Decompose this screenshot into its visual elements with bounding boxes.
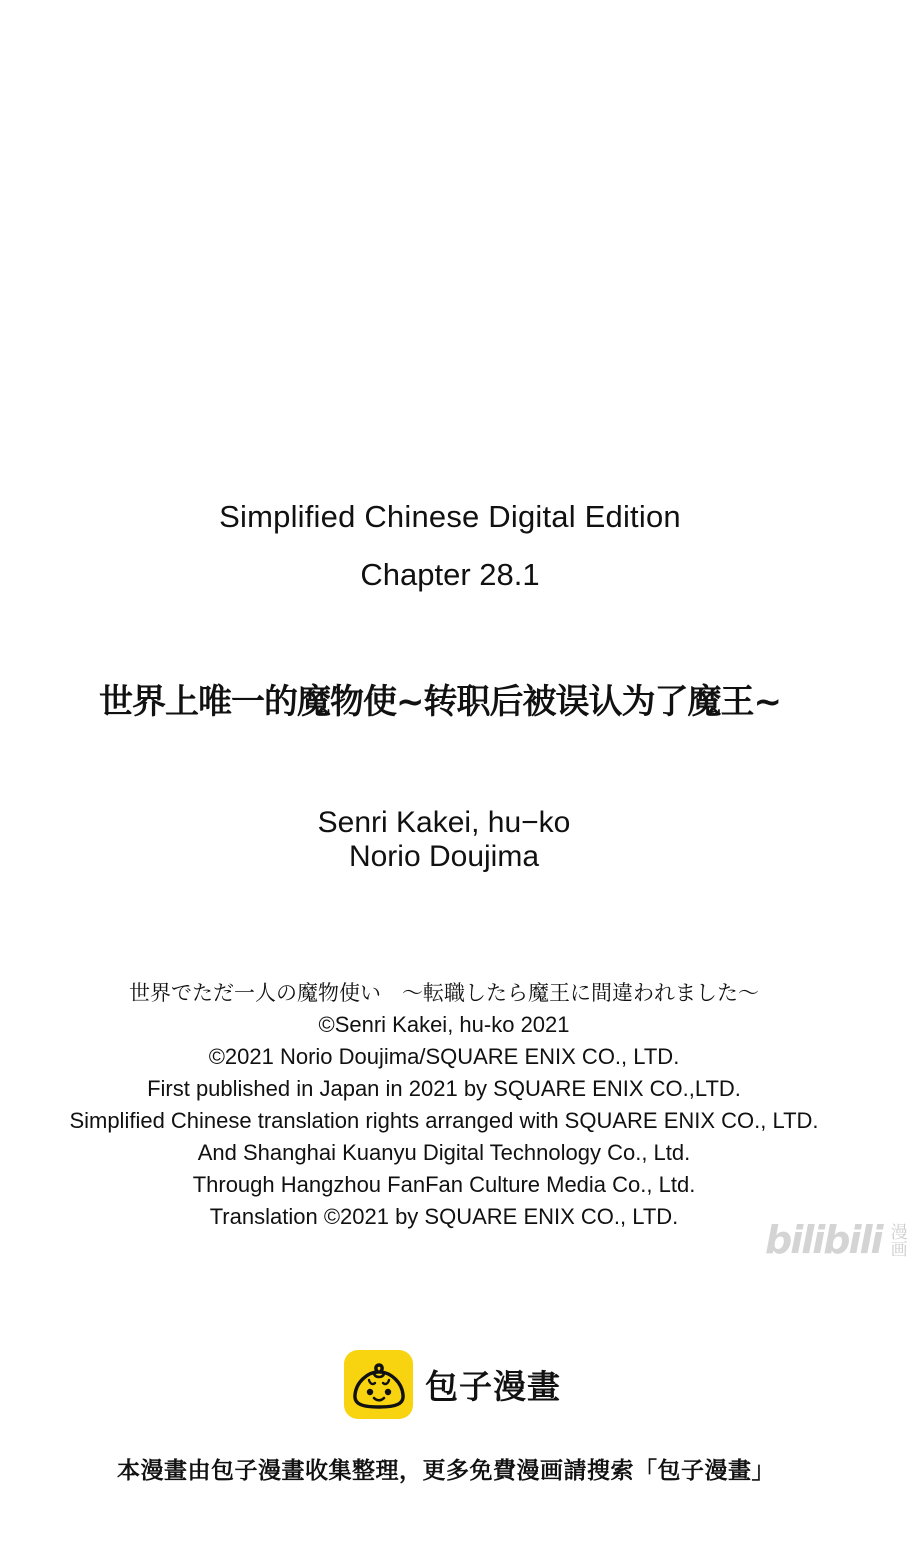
brand-block[interactable]: [344, 1350, 561, 1419]
watermark-subtext: 漫画: [886, 1223, 907, 1257]
credit-line: ©Senri Kakei, hu-ko 2021: [318, 1012, 570, 1037]
chinese-title: 世界上唯一的魔物使~转职后被误认为了魔王~: [99, 682, 781, 722]
copyright-credits: [0, 977, 894, 1233]
bilibili-watermark: [765, 1218, 906, 1262]
watermark-text: bilibili: [765, 1218, 882, 1262]
author-line-2: Norio Doujima: [348, 840, 540, 873]
credit-line: Through Hangzhou FanFan Culture Media Co., Ltd.: [192, 1172, 696, 1197]
authors: [0, 806, 894, 874]
chapter-number: Chapter 28.1: [360, 557, 540, 592]
brand-name: 包子漫畫: [425, 1367, 561, 1406]
credit-line-original-title: 世界でただ一人の魔物使い ～転職したら魔王に間違われました～: [129, 981, 759, 1005]
edition-label: Simplified Chinese Digital Edition: [219, 499, 681, 534]
bun-mascot-icon: [344, 1350, 413, 1419]
footer-note: 本漫畫由包子漫畫收集整理，更多免費漫画請搜索「包子漫畫」: [117, 1458, 775, 1484]
credit-line: ©2021 Norio Doujima/SQUARE ENIX CO., LTD.: [208, 1044, 680, 1069]
credit-line: First published in Japan in 2021 by SQUARE ENIX CO.,LTD.: [147, 1076, 741, 1101]
credit-line: Simplified Chinese translation rights arranged with SQUARE ENIX CO., LTD.: [69, 1108, 819, 1133]
credit-line: And Shanghai Kuanyu Digital Technology Co., Ltd.: [197, 1140, 691, 1165]
credit-line: Translation ©2021 by SQUARE ENIX CO., LTD.: [209, 1204, 679, 1229]
author-line-1: Senri Kakei, hu−ko: [317, 806, 571, 839]
